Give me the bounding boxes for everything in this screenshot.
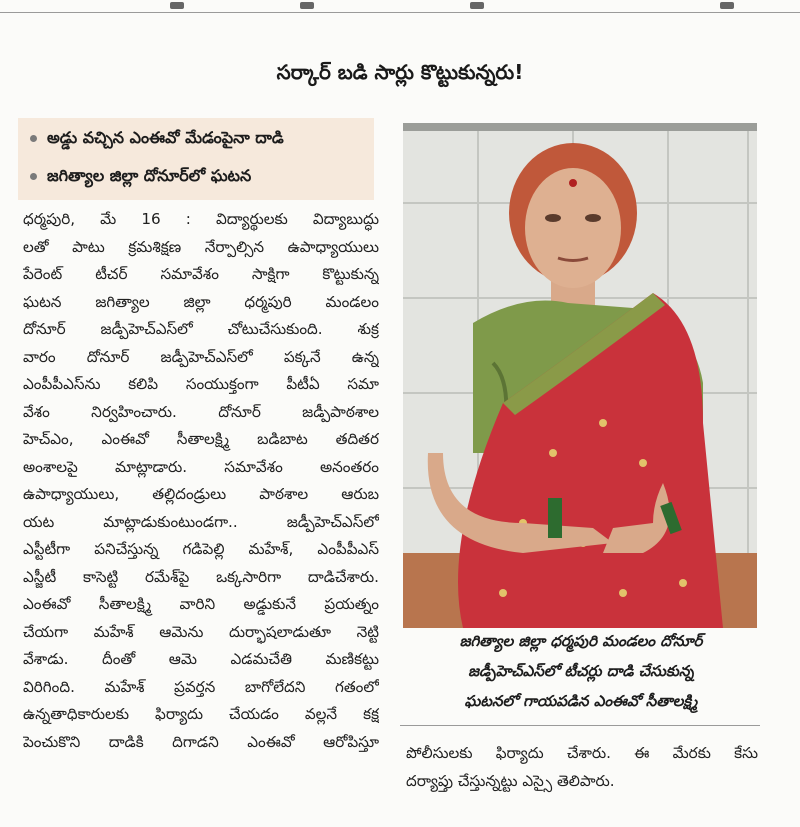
article-line: ఎస్జీటీ కాసెట్టి రమేశ్‌పై ఒక్కసారిగా దాడిచేశారు.	[23, 567, 379, 586]
article-line: ఉపాధ్యాయులు, తల్లిదండ్రులు పాఠశాల ఆరుబ	[23, 485, 379, 503]
article-line: పేరెంట్ టీచర్ సమావేశం సాక్షిగా కొట్టుకున్న	[23, 265, 379, 283]
headline: సర్కార్ బడి సార్లు కొట్టుకున్నరు!	[276, 60, 524, 84]
article-line: లతో పాటు క్రమశిక్షణ నేర్పాల్సిన ఉపాధ్యాయులు	[23, 237, 379, 256]
article-line: వేశాడు. దీంతో ఆమె ఎడమచేతి మణికట్టు	[23, 650, 379, 668]
article-line: హెచ్‌ఎం, ఎంఈవో సీతాలక్ష్మి బడిబాట తదితర	[23, 430, 379, 448]
article-line: యట మాట్లాడుకుంటుండగా.. జడ్పీహెచ్‌ఎస్‌లో	[23, 512, 379, 531]
article-line: విరిగింది. మహేశ్ ప్రవర్తన బాగోలేదని గతంలో	[23, 677, 379, 696]
bullet-text: జగిత్యాల జిల్లా దోనూర్‌లో ఘటన	[47, 166, 252, 185]
article-line: పెంచుకొని దాడికి దిగాడని ఎంఈవో ఆరోపిస్తూ	[23, 732, 379, 751]
article-body	[23, 206, 379, 816]
caption-divider	[400, 725, 760, 726]
article-line: ధర్మపురి, మే 16 : విద్యార్థులకు విద్యాబుద్ధు	[23, 210, 379, 228]
caption-line: ఘటనలో గాయపడిన ఎంఈవో సీతాలక్ష్మి	[464, 692, 698, 710]
woman-portrait-image	[403, 123, 757, 628]
bullet-box	[18, 118, 374, 200]
article-line: ఎంపీపీఎస్‌ను కలిపి సంయుక్తంగా పీటీఏ సమా	[23, 375, 379, 393]
article-line: ఘటన జగిత్యాల జిల్లా ధర్మపురి మండలం	[23, 292, 379, 311]
caption-line: జగిత్యాల జిల్లా ధర్మపురి మండలం దోనూర్	[459, 632, 703, 650]
bullet-dot-icon	[30, 173, 37, 180]
top-rule	[0, 0, 800, 14]
article-line: వారం దోనూర్ జడ్పీహెచ్‌ఎస్‌లో పక్కనే ఉన్న	[23, 347, 379, 366]
caption-line: జడ్పీహెచ్‌ఎస్‌లో టీచర్లు దాడి చేసుకున్న	[468, 662, 694, 680]
article-line: ఉన్నతాధికారులకు ఫిర్యాదు చేయడం వల్లనే కక్ష	[23, 705, 379, 723]
bullet-dot-icon	[30, 135, 37, 142]
photo-caption	[406, 626, 756, 722]
bullet-item	[30, 128, 284, 151]
article-line: పోలీసులకు ఫిర్యాదు చేశారు. ఈ మేరకు కేసు	[406, 744, 758, 762]
article-continuation	[406, 739, 758, 795]
article-line: అంశాలపై మాట్లాడారు. సమావేశం అనంతరం	[23, 457, 379, 476]
article-line: వేశం నిర్వహించారు. దోనూర్ జడ్పీపాఠశాల	[23, 402, 379, 421]
news-photo	[403, 123, 757, 628]
article-line: దోనూర్ జడ్పీహెచ్‌ఎస్‌లో చోటుచేసుకుంది. శుక్ర	[23, 320, 379, 338]
article-line: చేయగా మహేశ్ ఆమెను దుర్భాషలాడుతూ నెట్టి	[23, 622, 379, 641]
article-line: ఎంఈవో సీతాలక్ష్మి వారిని అడ్డుకునే ప్రయత్నం	[23, 595, 379, 613]
bullet-item	[30, 166, 251, 189]
bullet-text: అడ్డు వచ్చిన ఎంఈవో మేడంపైనా దాడి	[47, 128, 284, 147]
article-line: దర్యాప్తు చేస్తున్నట్టు ఎస్సై తెలిపారు.	[406, 772, 615, 790]
article-line: ఎస్టీటీగా పనిచేస్తున్న గడిపెల్లి మహేశ్, ఎంపీపీఎస్	[23, 540, 379, 558]
